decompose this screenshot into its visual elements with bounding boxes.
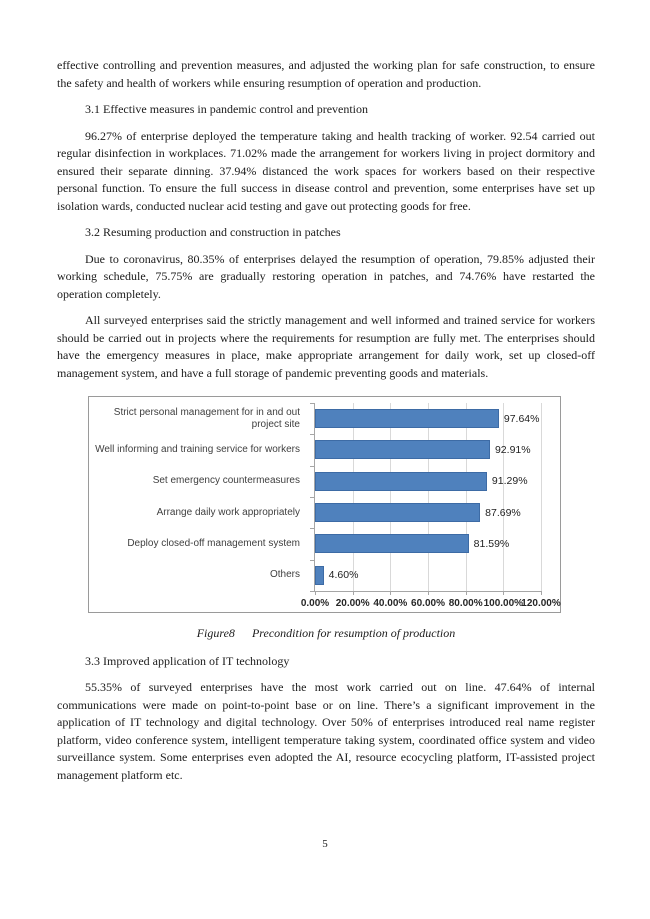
x-axis-tick <box>428 591 429 595</box>
chart-bar-value-label: 97.64% <box>503 412 540 425</box>
y-axis-tick <box>310 591 315 592</box>
x-axis-tick-label: 60.00% <box>411 598 445 609</box>
x-axis-tick-label: 0.00% <box>300 598 330 609</box>
chart-category-label: Others <box>269 569 300 581</box>
chart-bar <box>315 566 324 585</box>
chart-bar-value-label: 92.91% <box>494 443 531 456</box>
chart-gridline <box>541 403 542 591</box>
chart-bar <box>315 503 480 522</box>
paragraph-intro: effective controlling and prevention measures, and adjusted the working plan for safe construction, to ensure the safety and health of workers while ensuring resumption of operation and production. <box>57 58 595 90</box>
chart-bar-row <box>315 466 541 497</box>
chart-bar-row <box>315 560 541 591</box>
chart-bar-row <box>315 434 541 465</box>
x-axis-tick-label: 80.00% <box>448 598 483 609</box>
figure8-bar-chart <box>88 396 561 613</box>
chart-bar-value-label: 81.59% <box>473 537 510 550</box>
chart-bar <box>315 534 469 553</box>
chart-bars <box>315 403 541 591</box>
chart-bar-value-label: 91.29% <box>491 475 528 488</box>
paragraph-3-2a: Due to coronavirus, 80.35% of enterprises delayed the resumption of operation, 79.85% adjusted their working schedule, 75.75% are gradually restoring operation in patches, and 74.76% have restarted the operation completely. <box>57 251 595 301</box>
chart-category-label: Well informing and training service for workers <box>95 443 300 455</box>
figure8 <box>88 396 595 613</box>
chart-bar <box>315 409 499 428</box>
x-axis-tick <box>503 591 504 595</box>
x-axis-tick <box>541 591 542 595</box>
figure-caption <box>57 625 595 643</box>
chart-category-axis-labels <box>95 403 307 591</box>
x-axis-tick-label: 20.00% <box>335 598 370 609</box>
section-heading-3-1: 3.1 Effective measures in pandemic control and prevention <box>85 102 369 116</box>
paragraph-3-1: 96.27% of enterprise deployed the temperature taking and health tracking of worker. 92.54 carried out regular disinfection in workplaces. 71.02% made the arrangement for workers living in project dormitory and ensured their separate dinning. 37.94% distanced the work spaces for workers based on their respective personal function. To ensure the full success in disease control and prevention, some enterprises have set up isolation wards, conducted nuclear acid testing and gave out protecting goods for free. <box>57 128 595 213</box>
page-number: 5 <box>322 838 328 850</box>
section-heading-3-3: 3.3 Improved application of IT technology <box>85 653 290 668</box>
chart-category-label: Deploy closed-off management system <box>127 537 300 549</box>
chart-bar <box>315 472 487 491</box>
chart-plot-area <box>300 403 561 609</box>
paragraph-3-2b: All surveyed enterprises said the strictly management and well informed and trained service for workers should be carried out in projects where the requirements for resumption are fully met. The enterprises should have the emergency measures in place, make appropriate arrangement for daily work, set up closed-off management system, and have a full storage of pandemic preventing goods and materials. <box>57 313 595 380</box>
chart-bar-row <box>315 403 541 434</box>
x-axis-tick-label: 120.00% <box>521 598 561 609</box>
figure-caption-label: Figure8 <box>196 626 235 640</box>
x-axis-tick <box>353 591 354 595</box>
chart-bar-value-label: 4.60% <box>328 569 359 582</box>
x-axis-tick <box>315 591 316 595</box>
x-axis-tick-label: 100.00% <box>483 598 524 609</box>
chart-category-label: Arrange daily work appropriately <box>156 506 300 518</box>
chart-bar-value-label: 87.69% <box>485 506 521 519</box>
figure-caption-text: Precondition for resumption of production <box>251 626 456 640</box>
x-axis-tick-label: 40.00% <box>373 598 408 609</box>
chart-category-label: Strict personal management for in and out project site <box>113 406 300 430</box>
chart-bar-row <box>315 528 541 559</box>
chart-bar-row <box>315 497 541 528</box>
x-axis-tick <box>466 591 467 595</box>
chart-category-label: Set emergency countermeasures <box>152 475 300 487</box>
chart-bar <box>315 440 490 459</box>
section-heading-3-2: 3.2 Resuming production and construction in patches <box>85 225 341 239</box>
x-axis-tick <box>390 591 391 595</box>
paragraph-3-3: 55.35% of surveyed enterprises have the most work carried out on line. 47.64% of internal communications were made on point-to-point base or on line. There’s a significant improvement in the application of IT technology and digital technology. Over 50% of enterprises introduced real name register platform, video conference system, intelligent temperature taking system, coordinated office system and video surveillance system. Some enterprises even adopted the AI, resource ecocycling platform, IT-assisted project management platform etc. <box>57 680 595 782</box>
